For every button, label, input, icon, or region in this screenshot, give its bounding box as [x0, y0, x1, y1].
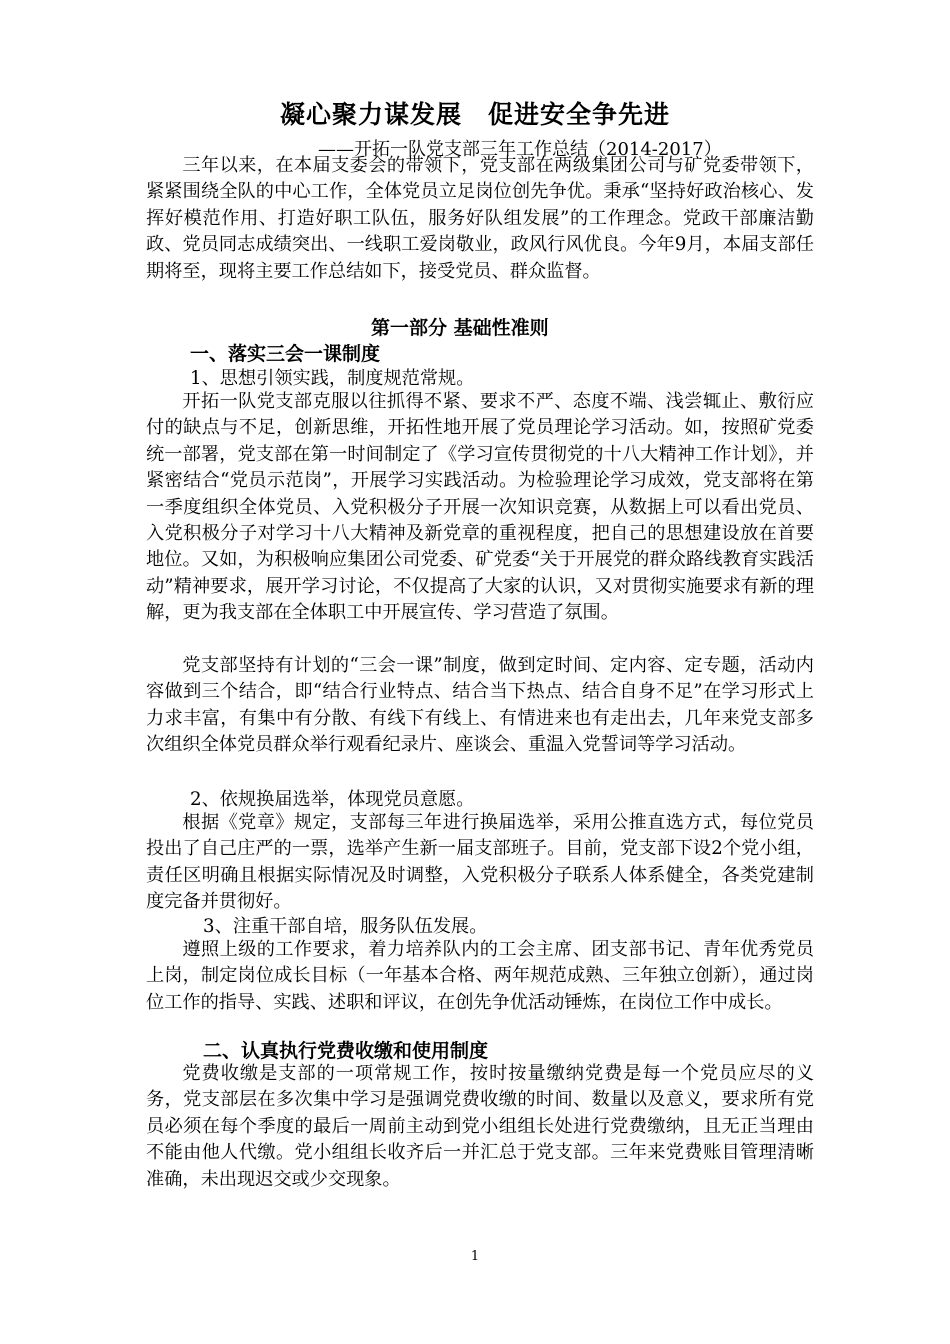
subsection-2: 2、依规换届选举，体现党员意愿。	[190, 789, 475, 810]
paragraph-4: 遵照上级的工作要求，着力培养队内的工会主席、团支部书记、青年优秀党员上岗，制定岗位成长目标（一年基本合格、两年规范成熟、三年独立创新），通过岗位工作的指导、实践、述职和评议，在创先争优活动锤炼，在岗位工作中成长。	[146, 939, 814, 1013]
intro-paragraph: 三年以来，在本届支委会的带领下，党支部在两级集团公司与矿党委带领下，紧紧围绕全队的中心工作，全体党员立足岗位创先争优。秉承“坚持好政治核心、发挥好模范作用、打造好职工队伍，服务好队组发展”的工作理念。党政干部廉洁勤政、党员同志成绩突出、一线职工爱岗敬业，政风行风优良。今年9月，本届支部任期将至，现将主要工作总结如下，接受党员、群众监督。	[146, 155, 814, 282]
section-heading-2: 二、认真执行党费收缴和使用制度	[203, 1040, 489, 1062]
part-heading: 第一部分 基础性准则	[371, 317, 549, 339]
document-subtitle: ——开拓一队党支部三年工作总结（2014-2017）	[318, 139, 722, 160]
document-title: 凝心聚力谋发展 促进安全争先进	[279, 100, 670, 129]
paragraph-3: 根据《党章》规定，支部每三年进行换届选举，采用公推直选方式，每位党员投出了自己庄严的一票，选举产生新一届支部班子。目前，党支部下设2个党小组，责任区明确且根据实际情况及时调整，入党积极分子联系人体系健全，各类党建制度完备并贯彻好。	[146, 812, 814, 913]
paragraph-2: 党支部坚持有计划的“三会一课”制度，做到定时间、定内容、定专题，活动内容做到三个结合，即“结合行业特点、结合当下热点、结合自身不足”在学习形式上力求丰富，有集中有分散、有线下有线上、有情进来也有走出去，几年来党支部多次组织全体党员群众举行观看纪录片、座谈会、重温入党誓词等学习活动。	[146, 655, 814, 756]
subsection-3: 3、注重干部自培，服务队伍发展。	[203, 916, 488, 937]
subsection-1: 1、思想引领实践，制度规范常规。	[190, 368, 475, 389]
page-number: 1	[470, 1249, 480, 1264]
paragraph-1: 开拓一队党支部克服以往抓得不紧、要求不严、态度不端、浅尝辄止、敷衍应付的缺点与不足，创新思维，开拓性地开展了党员理论学习活动。如，按照矿党委统一部署，党支部在第一时间制定了《学习宣传贯彻党的十八大精神工作计划》，并紧密结合“党员示范岗”，开展学习实践活动。为检验理论学习成效，党支部将在第一季度组织全体党员、入党积极分子开展一次知识竞赛，从数据上可以看出党员、入党积极分子对学习十八大精神及新党章的重视程度，把自己的思想建设放在首要地位。又如，为积极响应集团公司党委、矿党委“关于开展党的群众路线教育实践活动”精神要求，展开学习讨论，不仅提高了大家的认识，又对贯彻实施要求有新的理解，更为我支部在全体职工中开展宣传、学习营造了氛围。	[146, 391, 814, 624]
section-heading-1: 一、落实三会一课制度	[190, 343, 381, 365]
paragraph-5: 党费收缴是支部的一项常规工作，按时按量缴纳党费是每一个党员应尽的义务，党支部层在多次集中学习是强调党费收缴的时间、数量以及意义，要求所有党员必须在每个季度的最后一周前主动到党小组组长处进行党费缴纳，且无正当理由不能由他人代缴。党小组组长收齐后一并汇总于党支部。三年来党费账目管理清晰准确，未出现迟交或少交现象。	[146, 1063, 814, 1190]
